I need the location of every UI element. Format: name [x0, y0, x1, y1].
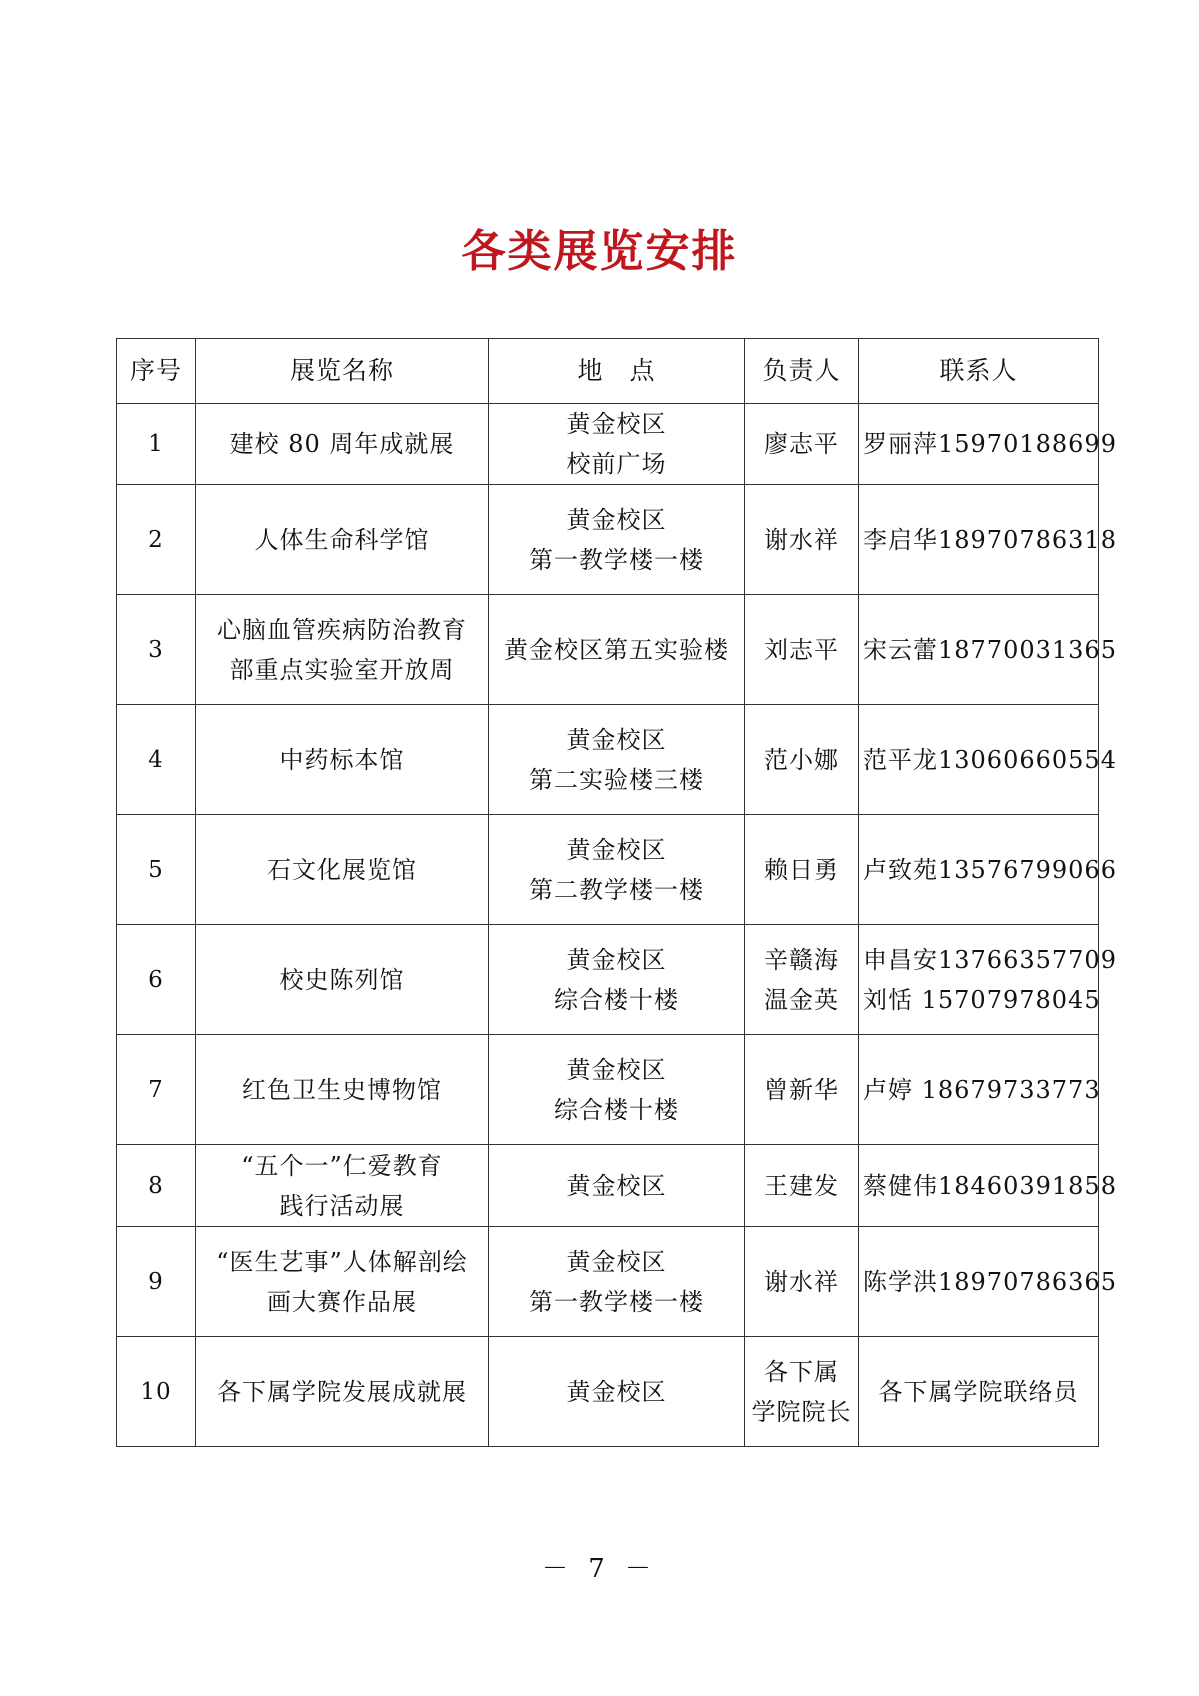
- exhibition-table: [116, 338, 1117, 1447]
- exhibition-location: [489, 1227, 745, 1337]
- person-in-charge: [745, 1227, 859, 1337]
- exhibition-location: [489, 595, 745, 705]
- exhibition-location: [489, 1337, 745, 1447]
- person-in-charge-line: 谢水祥: [764, 525, 839, 554]
- exhibition-name: [196, 1145, 489, 1227]
- row-index: 7: [117, 1035, 196, 1145]
- exhibition-location: [489, 1145, 745, 1227]
- contact-person: [859, 925, 1117, 1035]
- contact-person: [859, 485, 1117, 595]
- exhibition-location-line: 黄金校区第五实验楼: [504, 635, 729, 664]
- contact-person: [859, 404, 1117, 485]
- contact-person: [859, 1337, 1099, 1447]
- exhibition-location: [489, 925, 745, 1035]
- exhibition-location-line: 黄金校区: [566, 835, 667, 864]
- contact-person-line: 卢婷 18679733773: [863, 1075, 1101, 1104]
- person-in-charge: [745, 705, 859, 815]
- exhibition-location: [489, 485, 745, 595]
- row-index: 4: [117, 705, 196, 815]
- header-owner: 负责人: [745, 339, 859, 404]
- exhibition-name: [196, 595, 489, 705]
- exhibition-location: [489, 1035, 745, 1145]
- contact-person-line: 各下属学院联络员: [878, 1377, 1079, 1406]
- contact-person: [859, 1227, 1117, 1337]
- person-in-charge-line: 赖日勇: [764, 855, 839, 884]
- row-index: 8: [117, 1145, 196, 1227]
- table-row: [117, 485, 1099, 595]
- person-in-charge-line: 辛赣海: [764, 945, 839, 974]
- exhibition-name-line: 心脑血管疾病防治教育: [217, 615, 467, 644]
- exhibition-location-line: 第一教学楼一楼: [529, 545, 704, 574]
- table-row: [117, 925, 1099, 1035]
- exhibition-location-line: 黄金校区: [566, 945, 667, 974]
- person-in-charge: [745, 595, 859, 705]
- exhibition-location-line: 黄金校区: [566, 1377, 667, 1406]
- contact-person: [859, 1035, 1099, 1145]
- contact-person-line: 罗丽萍15970188699: [863, 430, 1117, 458]
- person-in-charge-line: 曾新华: [764, 1075, 839, 1104]
- exhibition-name-line: “五个一”仁爱教育: [241, 1151, 443, 1180]
- exhibition-location-line: 综合楼十楼: [554, 1095, 679, 1124]
- row-index: 6: [117, 925, 196, 1035]
- person-in-charge-line: 廖志平: [764, 430, 839, 458]
- contact-person-line: 刘恬 15707978045: [863, 985, 1101, 1014]
- exhibition-name-line: 石文化展览馆: [267, 855, 417, 884]
- person-in-charge: [745, 925, 859, 1035]
- table-body: [117, 404, 1117, 1447]
- contact-person-line: 陈学洪18970786365: [863, 1267, 1117, 1296]
- table-row: [117, 1337, 1099, 1447]
- contact-person-line: 李启华18970786318: [863, 525, 1117, 554]
- person-in-charge-line: 学院院长: [751, 1397, 852, 1426]
- exhibition-location: [489, 705, 745, 815]
- exhibition-location-line: 综合楼十楼: [554, 985, 679, 1014]
- table-row: [117, 595, 1099, 705]
- exhibition-name: [196, 404, 489, 485]
- exhibition-name-line: 红色卫生史博物馆: [242, 1075, 442, 1104]
- contact-person: [859, 705, 1117, 815]
- table-row: [117, 705, 1099, 815]
- row-index: 2: [117, 485, 196, 595]
- exhibition-location-line: 黄金校区: [566, 1247, 667, 1276]
- table-row: [117, 1035, 1099, 1145]
- exhibition-name-line: 校史陈列馆: [279, 965, 405, 994]
- exhibition-location-line: 黄金校区: [566, 1171, 667, 1200]
- exhibition-name: [196, 485, 489, 595]
- person-in-charge: [745, 1035, 859, 1145]
- header-name: 展览名称: [196, 339, 489, 404]
- exhibition-name-line: 人体生命科学馆: [254, 525, 430, 554]
- contact-person: [859, 1145, 1117, 1227]
- header-location: 地 点: [489, 339, 745, 404]
- person-in-charge-line: 温金英: [764, 985, 839, 1014]
- person-in-charge-line: 王建发: [764, 1171, 839, 1200]
- header-index: 序号: [117, 339, 196, 404]
- table-row: [117, 1227, 1099, 1337]
- exhibition-location: [489, 404, 745, 485]
- contact-person-line: 卢致苑13576799066: [863, 855, 1117, 884]
- contact-person: [859, 815, 1117, 925]
- exhibition-name-line: 部重点实验室开放周: [229, 655, 455, 684]
- exhibition-name-line: 践行活动展: [279, 1191, 405, 1220]
- table-row: [117, 404, 1099, 485]
- exhibition-location-line: 校前广场: [566, 450, 667, 478]
- row-index: 5: [117, 815, 196, 925]
- exhibition-name: [196, 705, 489, 815]
- row-index: 1: [117, 404, 196, 485]
- exhibition-location-line: 第二教学楼一楼: [529, 875, 704, 904]
- person-in-charge-line: 谢水祥: [764, 1267, 839, 1296]
- exhibition-name-line: “医生艺事”人体解剖绘: [216, 1247, 468, 1276]
- exhibition-location-line: 第一教学楼一楼: [529, 1287, 704, 1316]
- contact-person-line: 范平龙13060660554: [863, 745, 1117, 774]
- table-header-row: [117, 339, 1099, 404]
- contact-person-line: 申昌安13766357709: [863, 945, 1117, 974]
- person-in-charge: [745, 1337, 859, 1447]
- exhibition-location-line: 黄金校区: [566, 410, 667, 438]
- person-in-charge-line: 范小娜: [764, 745, 839, 774]
- row-index: 3: [117, 595, 196, 705]
- exhibition-location: [489, 815, 745, 925]
- exhibition-location-line: 黄金校区: [566, 1055, 667, 1084]
- exhibition-name-line: 建校 80 周年成就展: [229, 430, 455, 458]
- exhibition-name-line: 画大赛作品展: [267, 1287, 417, 1316]
- person-in-charge-line: 刘志平: [764, 635, 839, 664]
- exhibition-location-line: 黄金校区: [566, 725, 667, 754]
- exhibition-name: [196, 925, 489, 1035]
- exhibition-name: [196, 815, 489, 925]
- exhibition-name: [196, 1035, 489, 1145]
- contact-person: [859, 595, 1117, 705]
- exhibition-name-line: 中药标本馆: [279, 745, 405, 774]
- table-row: [117, 1145, 1099, 1227]
- person-in-charge: [745, 1145, 859, 1227]
- exhibition-location-line: 黄金校区: [566, 505, 667, 534]
- contact-person-line: 蔡健伟18460391858: [863, 1171, 1117, 1200]
- page-number: － 7 －: [541, 1554, 658, 1584]
- table-row: [117, 815, 1099, 925]
- header-contact: 联系人: [859, 339, 1099, 404]
- row-index: 9: [117, 1227, 196, 1337]
- exhibition-location-line: 第二实验楼三楼: [529, 765, 704, 794]
- person-in-charge: [745, 485, 859, 595]
- exhibition-name: [196, 1337, 489, 1447]
- contact-person-line: 宋云蕾18770031365: [863, 635, 1117, 664]
- exhibition-name-line: 各下属学院发展成就展: [217, 1377, 467, 1406]
- person-in-charge: [745, 404, 859, 485]
- exhibition-name: [196, 1227, 489, 1337]
- person-in-charge-line: 各下属: [764, 1357, 839, 1386]
- row-index: 10: [117, 1337, 196, 1447]
- page-title: 各类展览安排: [461, 226, 738, 277]
- person-in-charge: [745, 815, 859, 925]
